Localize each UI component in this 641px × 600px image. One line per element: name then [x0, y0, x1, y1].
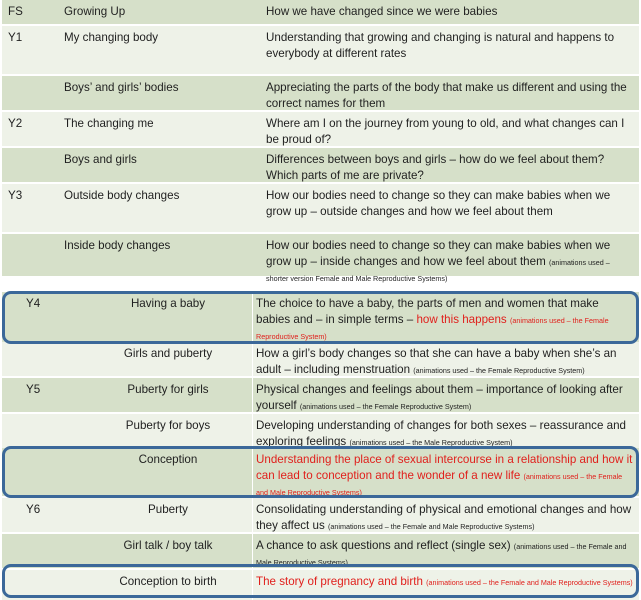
- table-row: [2, 234, 639, 283]
- table-row: [2, 148, 639, 182]
- highlight-box-conception: [2, 446, 639, 498]
- description-cell: Appreciating the parts of the body that make us different and using the correct names for them: [266, 81, 627, 110]
- animation-note: (animations used – the Female and Male Reproductive Systems): [256, 542, 627, 567]
- topic-cell: Conception: [138, 453, 198, 466]
- description-cell: A chance to ask questions and reflect (single sex) (animations used – the Female and Male Reproductive Systems): [256, 539, 627, 567]
- description-cell: Developing understanding of changes for both sexes – reassurance and exploring feelings (animations used – the Male Reproductive System): [256, 419, 626, 448]
- topic-cell: Conception to birth: [119, 575, 217, 588]
- description-cell: Consolidating understanding of physical and emotional changes and how they affect us (animations used – the Female and Male Reproductive Systems): [256, 503, 632, 532]
- description-cell: How our bodies need to change so they can make babies when we grow up – inside changes and how we feel about them (animations used – shorter version Female and Male Reproductive Systems): [266, 239, 611, 283]
- highlight-box-conception-to-birth: [2, 564, 639, 598]
- description-cell: The story of pregnancy and birth (animations used – the Female and Male Reproductive Systems): [256, 575, 633, 588]
- description-cell: Where am I on the journey from young to old, and what changes can I be proud of?: [266, 117, 625, 146]
- table-row: [2, 414, 639, 448]
- topic-cell: Boys’ and girls’ bodies: [64, 81, 179, 94]
- topic-cell: Girls and puberty: [123, 347, 213, 360]
- topic-cell: My changing body: [64, 31, 159, 44]
- topic-cell: Boys and girls: [64, 153, 137, 166]
- year-cell: Y1: [8, 31, 23, 44]
- topic-cell: The changing me: [64, 117, 154, 130]
- year-cell: Y6: [26, 503, 41, 516]
- description-cell: How a girl’s body changes so that she can have a baby when she’s an adult – including menstruation (animations used – the Female Reproductive System): [256, 347, 617, 376]
- table-row: [2, 76, 639, 110]
- topic-cell: Girl talk / boy talk: [123, 539, 213, 552]
- description-cell: How we have changed since we were babies: [266, 5, 498, 18]
- description-cell: Understanding that growing and changing is natural and happens to everybody at different rates: [266, 31, 615, 60]
- table-row: [2, 112, 639, 146]
- topic-cell: Outside body changes: [64, 189, 180, 202]
- year-cell: Y3: [8, 189, 23, 202]
- table-row: [2, 184, 639, 232]
- year-cell: Y5: [26, 383, 41, 396]
- year-cell: FS: [8, 5, 23, 18]
- animation-note: (animations used – shorter version Female and Male Reproductive Systems): [266, 258, 610, 283]
- table-row: [2, 378, 639, 412]
- upper-table: [2, 0, 639, 283]
- animation-note: (animations used – the Female Reproductive System): [256, 316, 609, 341]
- animation-note: (animations used – the Female and Male Reproductive Systems): [327, 522, 535, 531]
- year-cell: Y2: [8, 117, 23, 130]
- topic-cell: Puberty for girls: [127, 383, 209, 396]
- animation-note: (animations used – the Male Reproductive System): [349, 438, 513, 447]
- year-cell: Y4: [26, 297, 41, 310]
- description-cell: The choice to have a baby, the parts of men and women that make babies and – in simple terms – how this happens (animations used – the Female Reproductive System): [256, 297, 609, 341]
- description-cell: Understanding the place of sexual intercourse in a relationship and how it can lead to conception and the wonder of a new life (animations used – the Female and Male Reproductive Systems): [256, 453, 633, 497]
- topic-cell: Puberty: [148, 503, 188, 516]
- animation-note: (animations used – the Female and Male Reproductive Systems): [256, 472, 623, 497]
- table-row: [2, 26, 639, 74]
- table-row: [2, 0, 639, 24]
- table-row: [2, 534, 639, 568]
- topic-cell: Having a baby: [130, 297, 206, 310]
- topic-cell: Growing Up: [64, 5, 126, 18]
- description-cell: Differences between boys and girls – how do we feel about them? Which parts of me are private?: [266, 153, 605, 182]
- topic-cell: Inside body changes: [64, 239, 171, 252]
- animation-note: (animations used – the Female Reproductive System): [413, 366, 585, 375]
- description-cell: How our bodies need to change so they can make babies when we grow up – outside changes and how we feel about them: [266, 189, 611, 218]
- highlight-box-having-a-baby: [2, 291, 639, 344]
- topic-cell: Puberty for boys: [125, 419, 211, 432]
- table-row: [2, 342, 639, 376]
- description-cell: Physical changes and feelings about them – importance of looking after yourself (animations used – the Female Reproductive System): [256, 383, 623, 412]
- animation-note: (animations used – the Female and Male Reproductive Systems): [426, 578, 633, 587]
- table-row: [2, 498, 639, 532]
- animation-note: (animations used – the Female Reproductive System): [299, 402, 472, 411]
